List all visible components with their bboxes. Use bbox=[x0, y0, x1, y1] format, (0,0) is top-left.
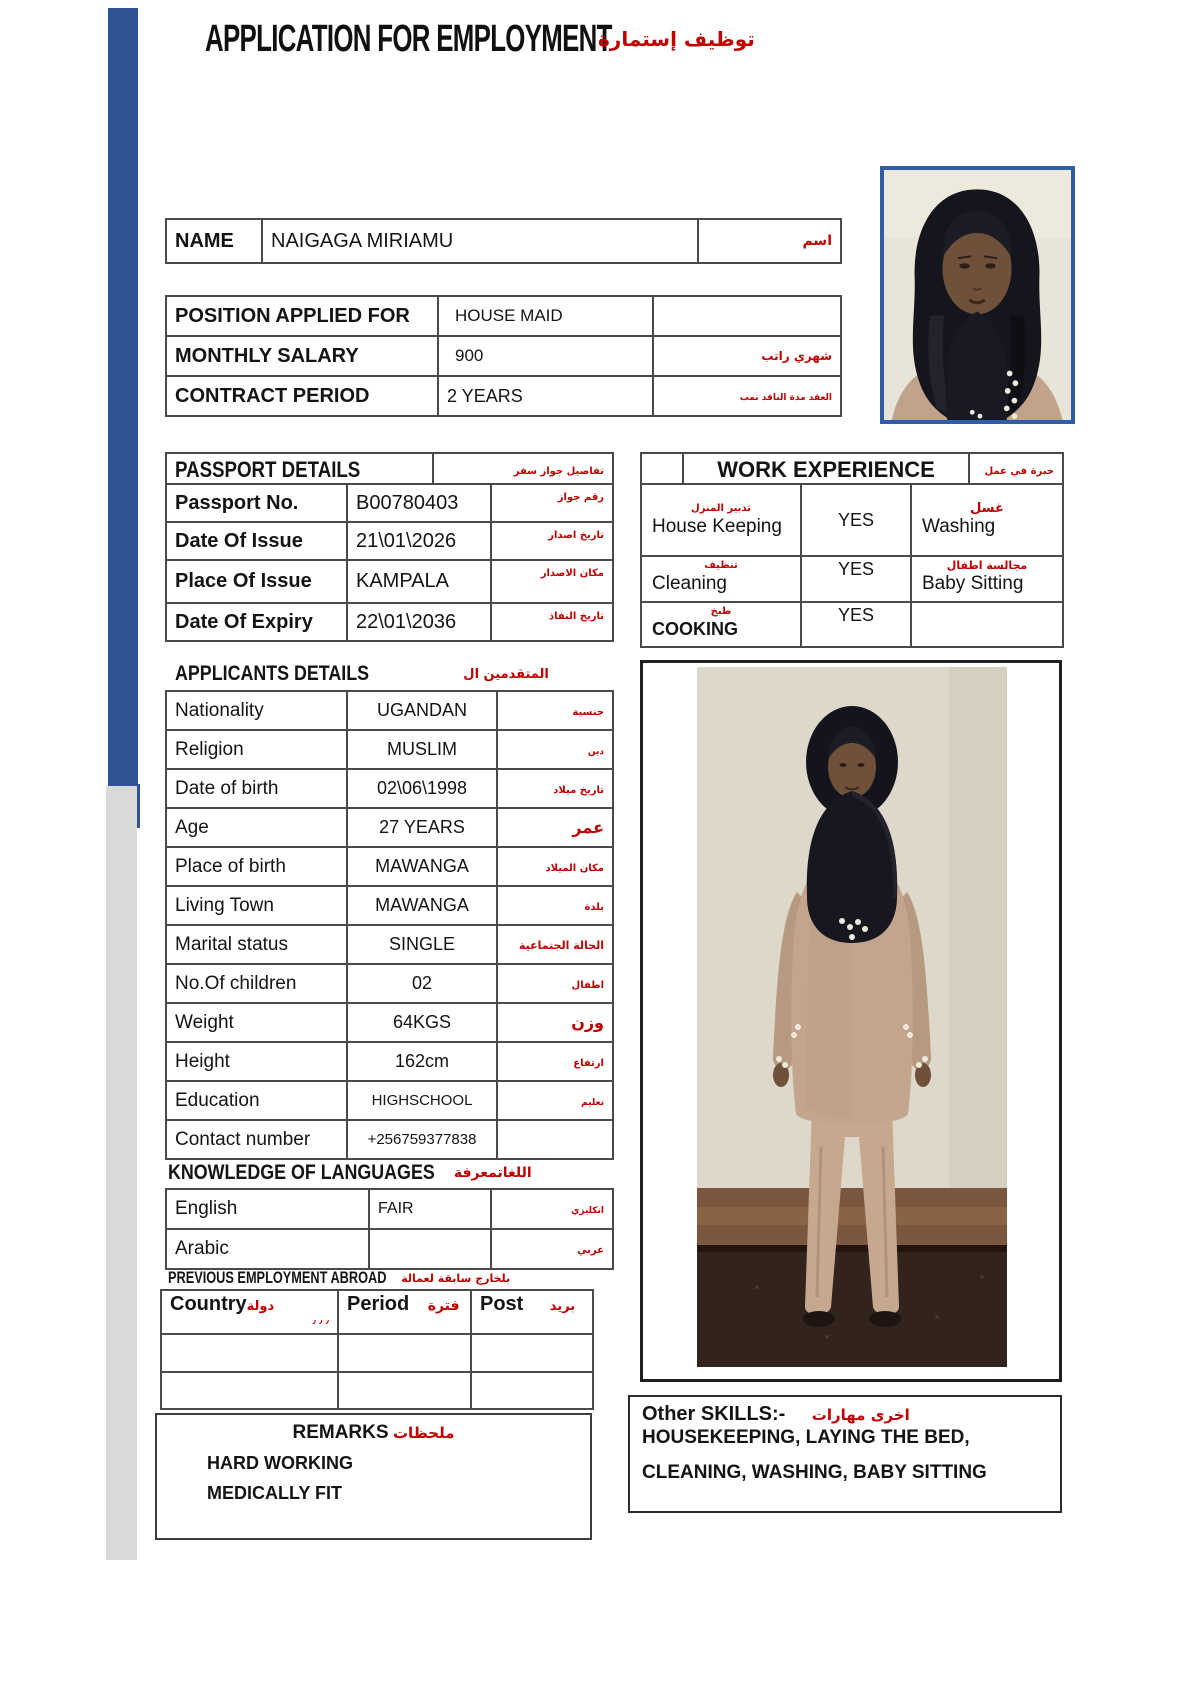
date-of-expiry-value: 22\01\2036 bbox=[356, 610, 457, 633]
applicants-table bbox=[165, 690, 614, 1160]
skill-cell bbox=[641, 556, 801, 602]
row-arabic-cell bbox=[497, 964, 613, 1003]
row-value-cell bbox=[347, 691, 497, 730]
place-of-issue-label: Place Of Issue bbox=[175, 570, 312, 592]
row-arabic-cell bbox=[497, 691, 613, 730]
answer-cell bbox=[801, 602, 911, 647]
english-label: English bbox=[175, 1198, 238, 1219]
row-label-cell bbox=[166, 769, 347, 808]
skill2-cell bbox=[911, 602, 1063, 647]
work-experience-header: WORK EXPERIENCE bbox=[717, 456, 935, 482]
passport-header-table bbox=[165, 452, 614, 487]
children-row bbox=[166, 964, 613, 1003]
row-label-cell bbox=[166, 964, 347, 1003]
empty-cell bbox=[338, 1372, 471, 1409]
contract-period-value: 2 YEARS bbox=[447, 385, 523, 406]
previous-employment-header: PREVIOUS EMPLOYMENT ABROAD bbox=[168, 1268, 387, 1287]
applicants-details-header-row bbox=[175, 662, 605, 686]
row-label-cell bbox=[166, 1081, 347, 1120]
date-of-birth-row bbox=[166, 769, 613, 808]
remark-line-medically-fit: MEDICALLY FIT bbox=[207, 1483, 343, 1503]
previous-employment-empty-row bbox=[161, 1372, 593, 1409]
babysitting-arabic: مجالسة اطفال bbox=[946, 559, 1028, 572]
row-label-cell bbox=[166, 522, 347, 560]
row-arabic-cell bbox=[491, 484, 613, 522]
contact-number-value: +256759377838 bbox=[367, 1130, 477, 1148]
row-label-cell bbox=[166, 730, 347, 769]
row-value-cell bbox=[369, 1229, 491, 1269]
cleaning-answer: YES bbox=[837, 559, 875, 579]
english-arabic: انكليزي bbox=[571, 1206, 604, 1216]
place-of-issue-arabic: مكان الاصدار bbox=[540, 568, 604, 579]
contract-period-label: CONTRACT PERIOD bbox=[175, 384, 370, 407]
education-row bbox=[166, 1081, 613, 1120]
work-experience-header-table bbox=[640, 452, 1064, 487]
monthly-salary-row bbox=[166, 336, 841, 376]
age-row bbox=[166, 808, 613, 847]
row-arabic-cell bbox=[491, 1229, 613, 1269]
work-experience-header-arabic-cell bbox=[969, 453, 1063, 486]
row-arabic-cell bbox=[497, 808, 613, 847]
row-value-cell bbox=[347, 484, 491, 522]
name-label: NAME bbox=[175, 229, 234, 252]
position-applied-row bbox=[166, 296, 841, 336]
empty-cell bbox=[161, 1372, 338, 1409]
row-label-cell bbox=[166, 336, 438, 376]
other-skills-header-arabic: اخرى مهارات bbox=[811, 1406, 910, 1424]
row-arabic-cell bbox=[491, 522, 613, 560]
post-header-arabic: بريد bbox=[549, 1299, 576, 1314]
contract-period-row bbox=[166, 376, 841, 416]
empty-cell bbox=[338, 1334, 471, 1372]
position-table bbox=[165, 295, 842, 417]
name-label-arabic: اسم bbox=[802, 233, 832, 249]
cooking-label: COOKING bbox=[652, 619, 739, 639]
name-arabic-cell bbox=[698, 219, 841, 263]
row-value-cell bbox=[347, 769, 497, 808]
row-arabic-cell bbox=[497, 1081, 613, 1120]
religion-arabic: دين bbox=[587, 746, 604, 757]
empty-cell bbox=[161, 1334, 338, 1372]
skill2-cell bbox=[911, 484, 1063, 556]
post-header: Post bbox=[480, 1293, 524, 1315]
row-value-cell bbox=[438, 296, 653, 336]
housekeeping-row bbox=[641, 484, 1063, 556]
height-label: Height bbox=[175, 1050, 230, 1072]
remarks-box bbox=[155, 1413, 592, 1540]
children-label: No.Of children bbox=[175, 972, 297, 994]
languages-header-arabic: اللغاتمعرفة bbox=[453, 1165, 532, 1181]
remarks-header-arabic: ملحظات bbox=[392, 1424, 455, 1442]
form-title: APPLICATION FOR EMPLOYMENT bbox=[205, 18, 612, 60]
row-value-cell bbox=[438, 336, 653, 376]
row-label-cell bbox=[166, 376, 438, 416]
passport-no-value: B00780403 bbox=[356, 491, 459, 514]
row-arabic-cell bbox=[653, 376, 841, 416]
passport-header-arabic-cell bbox=[433, 453, 613, 486]
row-arabic-cell bbox=[497, 1042, 613, 1081]
date-of-expiry-label: Date Of Expiry bbox=[175, 610, 313, 633]
contact-number-row bbox=[166, 1120, 613, 1159]
position-applied-label: POSITION APPLIED FOR bbox=[175, 304, 410, 327]
other-skills-box bbox=[628, 1395, 1062, 1513]
housekeeping-arabic: تدبير المنزل bbox=[691, 503, 751, 514]
work-experience-header-arabic: خبرة في عمل bbox=[984, 465, 1054, 477]
header-spacer-cell bbox=[641, 453, 683, 486]
other-skills-header: Other SKILLS:- bbox=[642, 1403, 786, 1425]
children-arabic: اطفال bbox=[571, 979, 604, 991]
date-of-issue-label: Date Of Issue bbox=[175, 529, 303, 552]
row-value-cell bbox=[347, 808, 497, 847]
religion-value: MUSLIM bbox=[386, 739, 457, 759]
form-title-arabic: توظيف إستمارة bbox=[598, 27, 755, 51]
row-arabic-cell bbox=[497, 886, 613, 925]
passport-header-row bbox=[166, 453, 613, 486]
full-body-photo-frame bbox=[640, 660, 1062, 1382]
date-of-issue-row bbox=[166, 522, 613, 560]
religion-label: Religion bbox=[175, 738, 244, 760]
row-label-cell bbox=[166, 886, 347, 925]
row-value-cell bbox=[347, 1042, 497, 1081]
languages-table bbox=[165, 1188, 614, 1270]
nationality-label: Nationality bbox=[175, 699, 264, 721]
living-town-value: MAWANGA bbox=[375, 895, 469, 915]
period-header-cell bbox=[338, 1290, 471, 1334]
age-label: Age bbox=[175, 816, 209, 838]
fullbody-photo-illustration bbox=[697, 667, 1007, 1367]
work-experience-header-row bbox=[641, 453, 1063, 486]
date-of-birth-arabic: تاريخ ميلاد bbox=[553, 784, 604, 796]
cooking-row bbox=[641, 602, 1063, 647]
name-table bbox=[165, 218, 842, 264]
row-value-cell bbox=[347, 925, 497, 964]
marital-status-arabic: الحالة الجتماعية bbox=[518, 938, 604, 952]
nationality-value: UGANDAN bbox=[376, 700, 467, 720]
english-value: FAIR bbox=[378, 1200, 414, 1217]
weight-value: 64KGS bbox=[392, 1012, 452, 1032]
row-arabic-cell bbox=[491, 560, 613, 603]
row-arabic-cell bbox=[497, 1003, 613, 1042]
date-of-issue-value: 21\01\2026 bbox=[356, 529, 457, 552]
passport-no-arabic: رقم جواز bbox=[557, 492, 604, 503]
passport-details-header: PASSPORT DETAILS bbox=[175, 456, 361, 482]
row-value-cell bbox=[369, 1189, 491, 1229]
arabic-row bbox=[166, 1229, 613, 1269]
english-row bbox=[166, 1189, 613, 1229]
place-of-issue-value: KAMPALA bbox=[356, 570, 449, 592]
passport-details-header-arabic: تفاصيل جواز سفر bbox=[513, 465, 604, 477]
place-of-birth-row bbox=[166, 847, 613, 886]
passport-table bbox=[165, 483, 614, 642]
marital-status-row bbox=[166, 925, 613, 964]
row-label-cell bbox=[166, 1042, 347, 1081]
date-of-expiry-row bbox=[166, 603, 613, 641]
position-applied-value: HOUSE MAID bbox=[455, 306, 563, 325]
row-label-cell bbox=[166, 1003, 347, 1042]
left-blue-bar bbox=[108, 8, 138, 788]
row-value-cell bbox=[347, 847, 497, 886]
date-of-birth-value: 02\06\1998 bbox=[376, 778, 468, 798]
nationality-arabic: جنسية bbox=[572, 706, 604, 718]
portrait-photo-illustration bbox=[884, 170, 1071, 420]
previous-employment-header-row bbox=[168, 1268, 608, 1288]
arabic-arabic: عربي bbox=[577, 1245, 604, 1256]
religion-row bbox=[166, 730, 613, 769]
row-label-cell bbox=[166, 1229, 369, 1269]
previous-employment-columns-row bbox=[161, 1290, 593, 1334]
weight-label: Weight bbox=[175, 1011, 234, 1033]
skill-cell bbox=[641, 602, 801, 647]
row-arabic-cell bbox=[497, 730, 613, 769]
row-value-cell bbox=[347, 1081, 497, 1120]
empty-cell bbox=[471, 1334, 593, 1372]
remarks-header: REMARKS bbox=[292, 1422, 389, 1443]
cleaning-label: Cleaning bbox=[652, 573, 727, 594]
other-skills-title-row bbox=[642, 1403, 1048, 1426]
contact-number-label: Contact number bbox=[175, 1128, 311, 1150]
living-town-label: Living Town bbox=[175, 894, 274, 916]
cooking-answer: YES bbox=[837, 605, 875, 625]
row-label-cell bbox=[166, 1120, 347, 1159]
place-of-birth-label: Place of birth bbox=[175, 855, 286, 877]
country-header-note: ٫ ٫ ٫ bbox=[312, 1316, 329, 1326]
education-value: HIGHSCHOOL bbox=[371, 1091, 473, 1109]
cleaning-arabic: تنظيف bbox=[704, 560, 738, 571]
row-value-cell bbox=[347, 886, 497, 925]
education-label: Education bbox=[175, 1089, 260, 1111]
row-label-cell bbox=[166, 925, 347, 964]
applicants-details-header: APPLICANTS DETAILS bbox=[175, 662, 370, 685]
period-header: Period bbox=[347, 1293, 410, 1315]
passport-no-label: Passport No. bbox=[175, 491, 299, 514]
previous-employment-table bbox=[160, 1289, 594, 1410]
arabic-label: Arabic bbox=[175, 1238, 229, 1259]
row-arabic-cell bbox=[653, 336, 841, 376]
answer-cell bbox=[801, 556, 911, 602]
date-of-birth-label: Date of birth bbox=[175, 777, 279, 799]
name-value-cell bbox=[262, 219, 698, 263]
previous-employment-empty-row bbox=[161, 1334, 593, 1372]
row-arabic-cell bbox=[653, 296, 841, 336]
date-of-expiry-arabic: تاريخ النفاذ bbox=[548, 611, 604, 622]
row-label-cell bbox=[166, 1189, 369, 1229]
applicants-details-header-arabic: المتقدمين ال bbox=[463, 666, 549, 682]
cleaning-row bbox=[641, 556, 1063, 602]
other-skills-line: CLEANING, WASHING, BABY SITTING bbox=[642, 1462, 987, 1483]
weight-row bbox=[166, 1003, 613, 1042]
country-header-cell bbox=[161, 1290, 338, 1334]
row-value-cell bbox=[347, 603, 491, 641]
country-header: Country bbox=[170, 1293, 247, 1315]
row-arabic-cell bbox=[491, 603, 613, 641]
row-value-cell bbox=[347, 730, 497, 769]
living-town-row bbox=[166, 886, 613, 925]
row-label-cell bbox=[166, 560, 347, 603]
row-label-cell bbox=[166, 603, 347, 641]
height-row bbox=[166, 1042, 613, 1081]
washing-label: Washing bbox=[922, 516, 996, 537]
marital-status-label: Marital status bbox=[175, 933, 288, 955]
education-arabic: تعليم bbox=[581, 1097, 604, 1108]
row-value-cell bbox=[347, 522, 491, 560]
place-of-birth-arabic: مكان الميلاد bbox=[545, 862, 604, 874]
skill2-cell bbox=[911, 556, 1063, 602]
place-of-issue-row bbox=[166, 560, 613, 603]
row-value-cell bbox=[347, 964, 497, 1003]
post-header-cell bbox=[471, 1290, 593, 1334]
work-experience-header-cell bbox=[683, 453, 969, 486]
row-arabic-cell bbox=[491, 1189, 613, 1229]
row-arabic-cell bbox=[497, 1120, 613, 1159]
height-arabic: ارتفاع bbox=[573, 1057, 604, 1069]
name-row bbox=[166, 219, 841, 263]
cooking-arabic: طبخ bbox=[710, 606, 732, 617]
applicant-fullbody-photo bbox=[697, 667, 1007, 1367]
name-label-cell bbox=[166, 219, 262, 263]
answer-cell bbox=[801, 484, 911, 556]
work-experience-table bbox=[640, 483, 1064, 648]
left-gray-bar bbox=[106, 786, 137, 1560]
monthly-salary-arabic: شهري راتب bbox=[761, 349, 832, 363]
row-arabic-cell bbox=[497, 925, 613, 964]
row-label-cell bbox=[166, 808, 347, 847]
contract-period-arabic: العقد مدة الناقد نمب bbox=[739, 393, 832, 403]
remark-line-hard-working: HARD WORKING bbox=[207, 1453, 353, 1473]
age-value: 27 YEARS bbox=[379, 817, 465, 837]
skill-cell bbox=[641, 484, 801, 556]
row-label-cell bbox=[166, 296, 438, 336]
passport-no-row bbox=[166, 484, 613, 522]
children-value: 02 bbox=[411, 973, 433, 993]
period-header-arabic: فترة bbox=[427, 1298, 460, 1314]
row-value-cell bbox=[347, 1120, 497, 1159]
housekeeping-label: House Keeping bbox=[652, 516, 782, 537]
previous-employment-header-arabic: بلخارج سابقة لعمالة bbox=[401, 1271, 511, 1285]
empty-cell bbox=[471, 1372, 593, 1409]
monthly-salary-label: MONTHLY SALARY bbox=[175, 344, 359, 367]
weight-arabic: وزن bbox=[571, 1012, 604, 1032]
housekeeping-answer: YES bbox=[837, 509, 875, 530]
row-arabic-cell bbox=[497, 769, 613, 808]
name-value: NAIGAGA MIRIAMU bbox=[271, 229, 454, 252]
nationality-row bbox=[166, 691, 613, 730]
applicant-portrait-photo bbox=[880, 166, 1075, 424]
remarks-title-row bbox=[157, 1415, 590, 1444]
row-arabic-cell bbox=[497, 847, 613, 886]
passport-header-cell bbox=[166, 453, 433, 486]
date-of-issue-arabic: تاريخ اصدار bbox=[548, 530, 604, 541]
monthly-salary-value: 900 bbox=[455, 346, 484, 365]
row-value-cell bbox=[438, 376, 653, 416]
row-label-cell bbox=[166, 691, 347, 730]
languages-header-row bbox=[168, 1161, 608, 1185]
babysitting-label: Baby Sitting bbox=[922, 573, 1024, 594]
empty-skill-arabic bbox=[920, 605, 1054, 619]
languages-header: KNOWLEDGE OF LANGUAGES bbox=[168, 1161, 435, 1184]
row-value-cell bbox=[347, 560, 491, 603]
other-skills-line: HOUSEKEEPING, LAYING THE BED, bbox=[642, 1427, 970, 1448]
age-arabic: عمر bbox=[572, 817, 604, 837]
washing-arabic: غسل bbox=[970, 501, 1004, 516]
row-value-cell bbox=[347, 1003, 497, 1042]
marital-status-value: SINGLE bbox=[388, 934, 456, 954]
row-label-cell bbox=[166, 847, 347, 886]
country-header-arabic: دولة bbox=[246, 1299, 275, 1314]
living-town-arabic: بلدة bbox=[584, 901, 604, 913]
height-value: 162cm bbox=[394, 1051, 450, 1071]
row-label-cell bbox=[166, 484, 347, 522]
place-of-birth-value: MAWANGA bbox=[375, 856, 469, 876]
